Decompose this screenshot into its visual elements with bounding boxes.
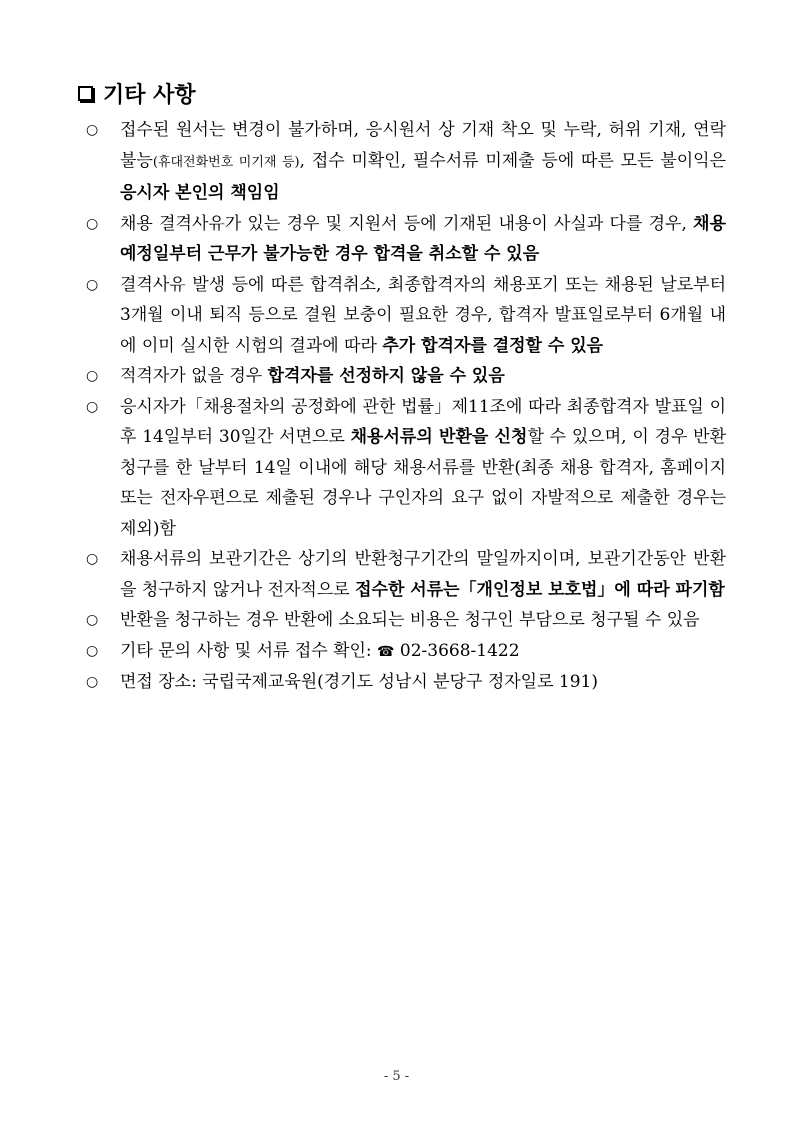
item-text: 면접 장소: 국립국제교육원(경기도 성남시 분당구 정자일로 191)	[120, 672, 598, 692]
phone-icon: ☎	[377, 643, 395, 660]
emphasis-text: 채용예정일부터 근무가 불가능한 경우 합격을 취소할 수 있음	[120, 213, 726, 264]
list-item	[84, 667, 726, 698]
item-text: 기타 문의 사항 및 서류 접수 확인: ☎ 02-3668-1422	[120, 640, 520, 661]
list-item	[84, 605, 726, 636]
bullet-icon: ○	[86, 368, 99, 384]
section-heading	[78, 78, 196, 109]
bullet-icon: ○	[86, 122, 99, 138]
checkbox-icon	[78, 86, 93, 101]
notes-list	[84, 115, 726, 698]
emphasis-text: 접수한 서류는「개인정보 보호법」에 따라 파기함	[355, 579, 725, 600]
item-text: 결격사유 발생 등에 따른 합격취소, 최종합격자의 채용포기 또는 채용된 날로부터 3개월 이내 퇴직 등으로 결원 보충이 필요한 경우, 합격자 발표일로부터 6개월 내에 이미 실시한 시험의 결과에 따라 추가 합격자를 결정할 수 있음	[120, 274, 726, 356]
emphasis-text: 추가 합격자를 결정할 수 있음	[382, 335, 604, 356]
bullet-icon: ○	[86, 612, 99, 628]
item-text: 반환을 청구하는 경우 반환에 소요되는 비용은 청구인 부담으로 청구될 수 있음	[120, 610, 700, 630]
item-text: 접수된 원서는 변경이 불가하며, 응시원서 상 기재 착오 및 누락, 허위 기재, 연락 불능(휴대전화번호 미기재 등), 접수 미확인, 필수서류 미제출 등에 따른 모든 불이익은 응시자 본인의 책임임	[120, 120, 726, 203]
bullet-icon: ○	[86, 276, 99, 293]
item-text: 응시자가「채용절차의 공정화에 관한 법률」제11조에 따라 최종합격자 발표일 이후 14일부터 30일간 서면으로 채용서류의 반환을 신청할 수 있으며, 이 경우 반환 청구를 한 날부터 14일 이내에 해당 채용서류를 반환(최종 채용 합격자, 홈페이지 또는 전자우편으로 제출된 경우나 구인자의 요구 없이 자발적으로 제출한 경우는 제외)함	[120, 396, 726, 539]
list-item	[84, 361, 726, 392]
bullet-icon: ○	[86, 642, 99, 659]
list-item	[84, 636, 726, 668]
emphasis-text: 응시자 본인의 책임임	[120, 183, 280, 203]
phone-number: 02-3668-1422	[394, 640, 520, 661]
list-item	[84, 209, 726, 270]
list-item	[84, 544, 726, 605]
list-item	[84, 115, 726, 209]
item-text: 채용서류의 보관기간은 상기의 반환청구기간의 말일까지이며, 보관기간동안 반환을 청구하지 않거나 전자적으로 접수한 서류는「개인정보 보호법」에 따라 파기함	[120, 549, 726, 600]
section-title: 기타 사항	[103, 83, 196, 108]
bullet-icon: ○	[86, 551, 99, 567]
bullet-icon: ○	[86, 215, 99, 232]
list-item	[84, 392, 726, 545]
emphasis-text: 합격자를 선정하지 않을 수 있음	[267, 366, 505, 386]
item-text: 적격자가 없을 경우 합격자를 선정하지 않을 수 있음	[120, 366, 505, 386]
emphasis-text: 채용서류의 반환을 신청	[350, 427, 528, 447]
list-item	[84, 270, 726, 362]
bullet-icon: ○	[86, 398, 99, 415]
bullet-icon: ○	[86, 674, 99, 690]
page-number: - 5 -	[383, 1069, 410, 1084]
item-text: 채용 결격사유가 있는 경우 및 지원서 등에 기재된 내용이 사실과 다를 경우, 채용예정일부터 근무가 불가능한 경우 합격을 취소할 수 있음	[120, 213, 726, 264]
